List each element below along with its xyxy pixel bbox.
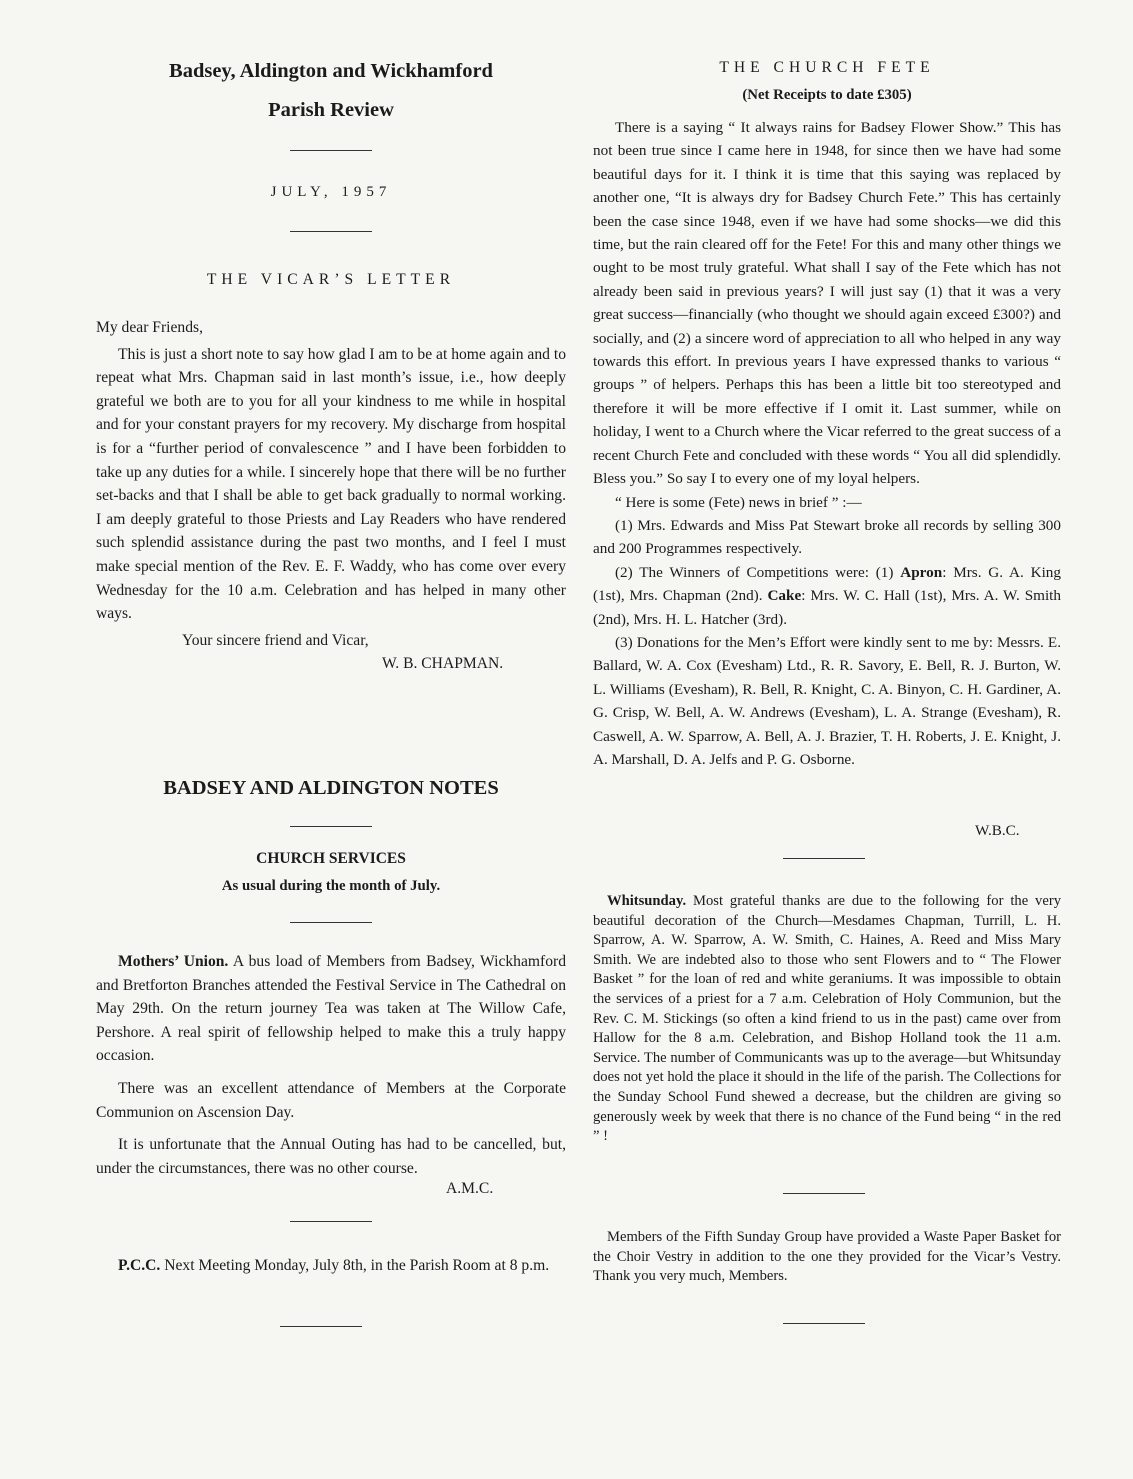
mothers-union-text: A bus load of Members from Badsey, Wickhamford and Bretforton Branches attended the Festival Service in The Cathedral on May 29th. On the return journey Tea was taken at The Willow Cafe, Pershore. A real spirit of fellowship helped to make this a truly happy occasion. xyxy=(96,953,566,1065)
salutation: My dear Friends, xyxy=(96,319,203,336)
vicar-letter-signature: W. B. CHAPMAN. xyxy=(382,655,504,673)
cake-label: Cake xyxy=(767,587,802,605)
divider xyxy=(290,1221,372,1222)
vicar-letter-closing: Your sincere friend and Vicar, xyxy=(182,631,369,649)
fete-body: There is a saying “ It always rains for Badsey Flower Show.” This has not been true since I came here in 1948, for since then we have had some beautiful days for it. I think it is time that this saying was replaced by another one, “It is always dry for Badsey Church Fete.” This has certainly been the case since 1948, even if we have had some shocks—we did this time, but the rain cleared off for the Fete! For this and many other things we ought to be most truly grateful. What shall I say of the Fete which has not already been said in previous years? I will just say (1) that it was a very great success—financially (who thought we should again exceed £300?) and socially, and (2) a sincere word of appreciation to all who helped in any way towards this effort. In previous years I have expressed thanks to various “ groups ” of helpers. Perhaps this has been a little bit too stereotyped and therefore it will be more effective if I omit it. Last summer, while on holiday, I went to a Church where the Vicar referred to the great success of a recent Church Fete and concluded with these words “ You all did splendidly. Bless you.” So say I to every one of my loyal helpers. xyxy=(593,119,1061,488)
fete-item-3: (3) Donations for the Men’s Effort were kindly sent to me by: Messrs. E. Ballard, W. A. Cox (Evesham) Ltd., R. R. Savory, E. Bell, R. J. Burton, W. L. Williams (Evesham), R. Bell, R. Knight, C. A. Binyon, C. H. Gardiner, A. G. Crisp, W. Bell, A. W. Andrews (Evesham), L. A. Strange (Evesham), R. Caswell, A. W. Sparrow, A. Bell, A. J. Brazier, T. H. Roberts, J. E. Knight, J. A. Marshall, D. A. Jelfs and P. G. Osborne. xyxy=(593,633,1061,768)
fete-news-intro: “ Here is some (Fete) news in brief ” :— xyxy=(615,493,862,511)
whitsunday-label: Whitsunday. xyxy=(607,893,687,909)
whitsunday-text: Most grateful thanks are due to the following for the very beautiful decoration of the Church—Mesdames Chapman, Turrill, L. H. Sparrow, A. W. Sparrow, A. W. Smith, C. Haines, A. Reed and Miss Mary Smith. We are indebted also to those who sent Flowers and to “ The Flower Basket ” for the loan of red and white geraniums. It was impossible to obtain the services of a priest for a 7 a.m. Celebration of Holy Communion, but the Rev. C. M. Stickings (so often a kind friend to us in the past) came over from Hallow for the 8 a.m. Celebration, and Bishop Holland took the 11 a.m. Service. The number of Communicants was up to the average—but Whitsunday does not yet hold the place it should in the life of the parish. The Collections for the Sunday School Fund shewed a decrease, but the children are giving so generously week by week that there is no chance of the Fund being “ in the red ” ! xyxy=(593,893,1061,1145)
fete-subheading: (Net Receipts to date £305) xyxy=(742,87,912,103)
fifth-sunday-text: Members of the Fifth Sunday Group have provided a Waste Paper Basket for the Choir Vestry in addition to the one they provided for the Vicar’s Vestry. Thank you very much, Members. xyxy=(593,1229,1061,1285)
services-text: As usual during the month of July. xyxy=(221,878,441,894)
item2-text-a: (2) The Winners of Competitions were: (1) xyxy=(615,563,894,581)
fete-item-1: (1) Mrs. Edwards and Miss Pat Stewart broke all records by selling 300 and 200 Programmes respectively. xyxy=(593,516,1061,558)
vicar-letter-body: This is just a short note to say how glad I am to be at home again and to repeat what Mrs. Chapman said in last month’s issue, i.e., how deeply grateful we both are to you for all your kindness to me while in hospital and for your constant prayers for my recovery. My discharge from hospital is for a “further period of convalescence ” and I have been forbidden to take up any duties for a while. I sincerely hope that there will be no further set-backs and that I shall be able to get back gradually to normal working. I am deeply grateful to those Priests and Lay Readers who have rendered such splendid assistance during the past two months, and I feel I must make special mention of the Rev. E. F. Waddy, who has come over every Wednesday for the 10 a.m. Celebration and has helped in many other ways. xyxy=(96,345,566,623)
mothers-union xyxy=(96,950,566,1180)
divider xyxy=(290,922,372,923)
vicar-letter xyxy=(96,316,566,676)
fete-initials: W.B.C. xyxy=(975,822,1020,839)
vicar-letter-heading: THE VICAR’S LETTER xyxy=(206,271,456,288)
fete-report xyxy=(593,116,1061,771)
mothers-union-label: Mothers’ Union. xyxy=(118,953,229,970)
masthead-title-line2: Parish Review xyxy=(268,99,394,121)
fete-heading: THE CHURCH FETE xyxy=(719,59,935,76)
pcc-note xyxy=(96,1254,566,1278)
item2-text-b: : Mrs. G. A. King (1st), Mrs. Chapman (2nd). xyxy=(593,563,1061,605)
pcc-text: Next Meeting Monday, July 8th, in the Parish Room at 8 p.m. xyxy=(164,1257,550,1274)
divider xyxy=(280,1326,362,1327)
divider xyxy=(290,231,372,232)
attendance-note: There was an excellent attendance of Members at the Corporate Communion on Ascension Day. xyxy=(96,1079,566,1121)
divider xyxy=(783,1323,865,1324)
fete-item-2 xyxy=(593,561,1061,631)
issue-date: JULY, 1957 xyxy=(270,184,392,200)
whitsunday-note xyxy=(593,892,1061,1147)
notes-heading: BADSEY AND ALDINGTON NOTES xyxy=(163,777,499,799)
services-heading: CHURCH SERVICES xyxy=(256,850,406,867)
divider xyxy=(783,1193,865,1194)
item2-text-c: : Mrs. W. C. Hall (1st), Mrs. A. W. Smith (2nd), Mrs. H. L. Hatcher (3rd). xyxy=(593,587,1061,628)
divider xyxy=(783,858,865,859)
outing-note: It is unfortunate that the Annual Outing has had to be cancelled, but, under the circumstances, there was no other course. xyxy=(96,1136,566,1177)
divider xyxy=(290,150,372,151)
apron-label: Apron xyxy=(900,563,943,581)
pcc-label: P.C.C. xyxy=(118,1257,161,1274)
divider xyxy=(290,826,372,827)
masthead-title-line1: Badsey, Aldington and Wickhamford xyxy=(169,60,493,82)
fifth-sunday-note xyxy=(593,1228,1061,1287)
outing-initials: A.M.C. xyxy=(446,1180,494,1197)
